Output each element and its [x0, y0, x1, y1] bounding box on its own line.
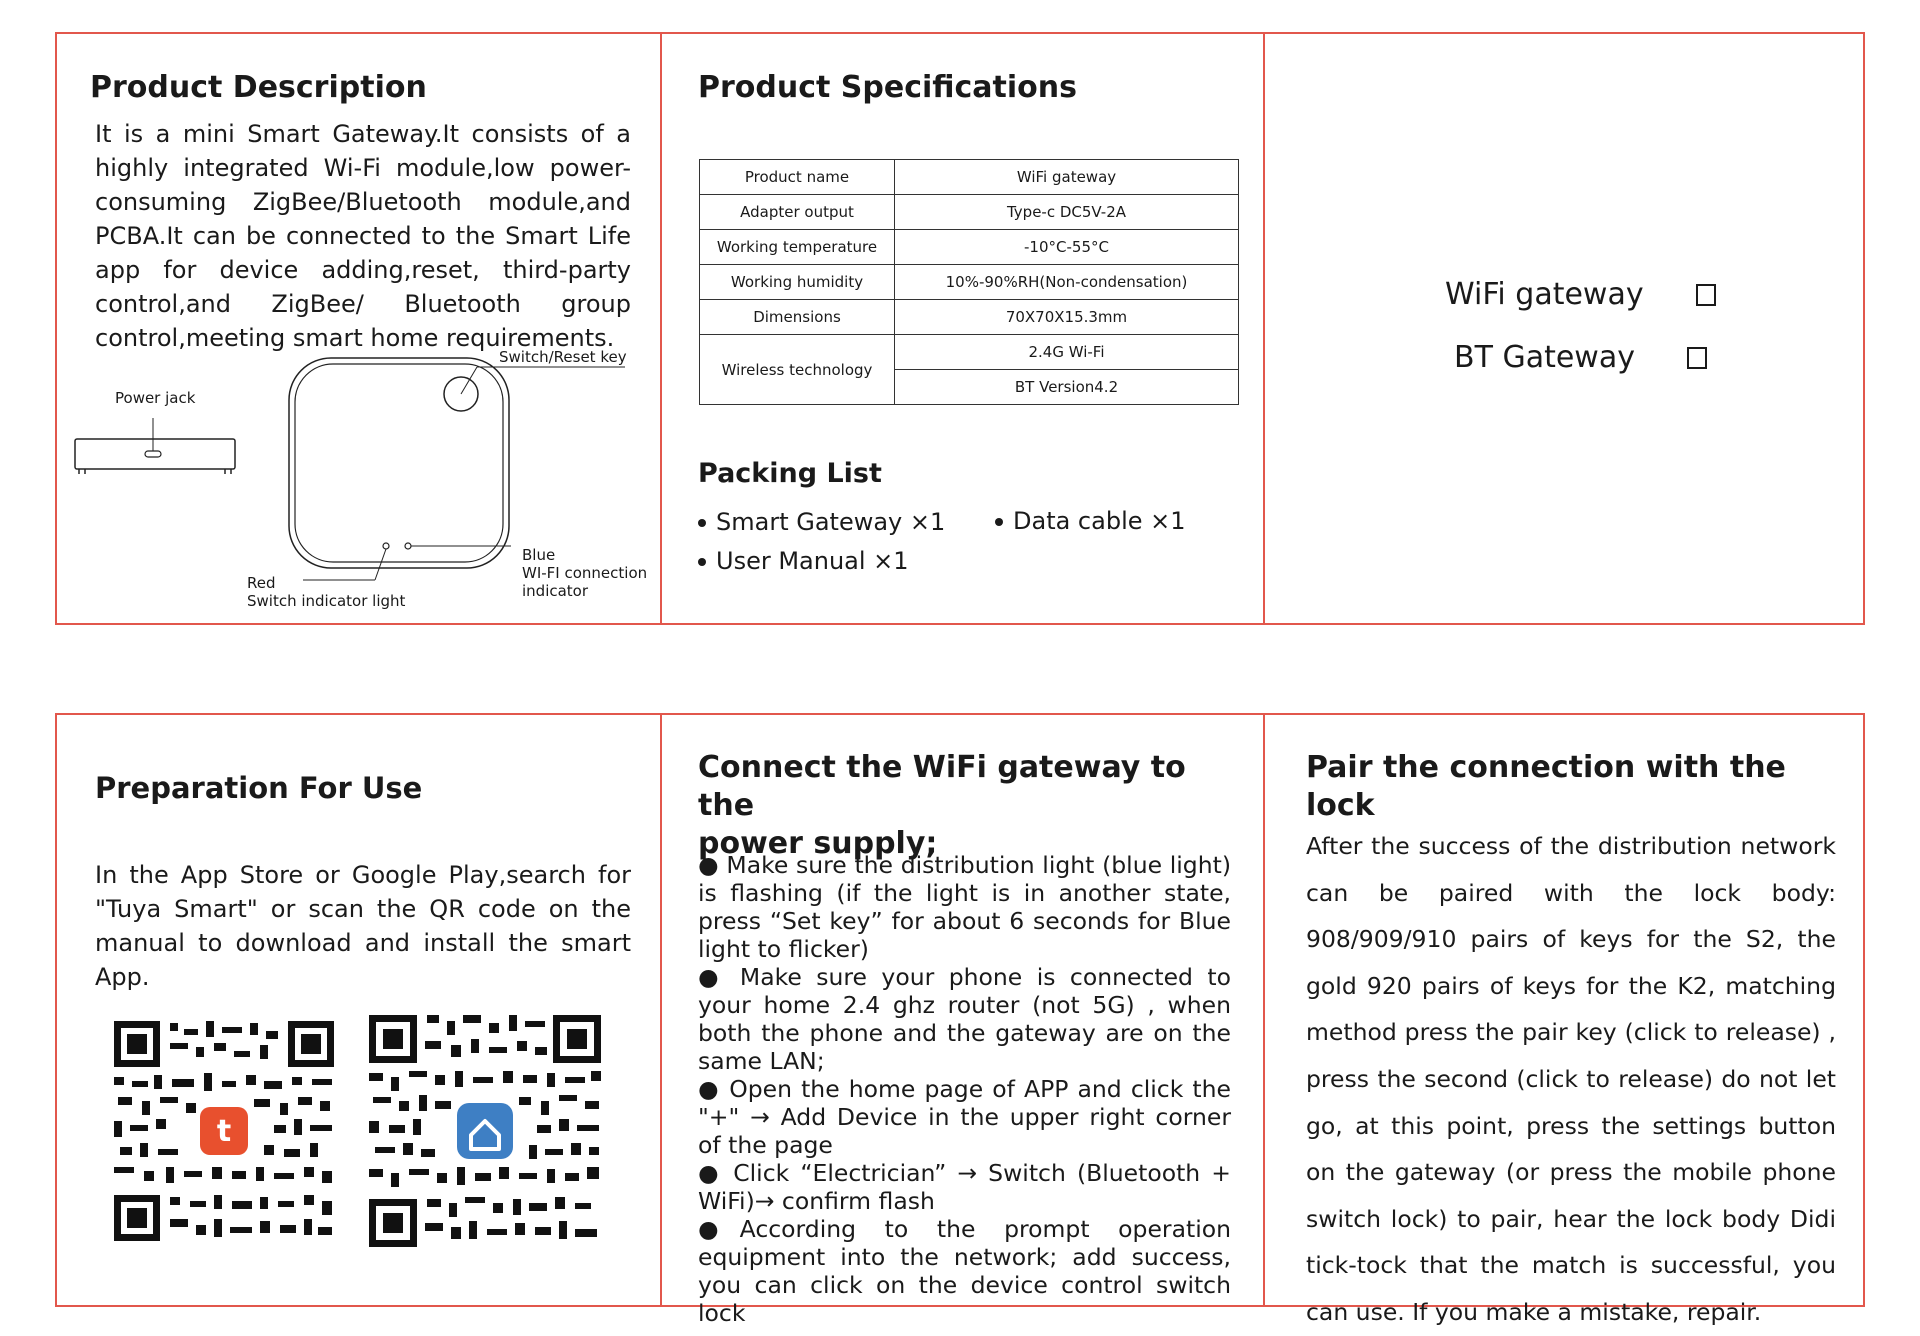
wifi-gateway-label: WiFi gateway — [1445, 277, 1644, 312]
table-row — [700, 160, 1239, 195]
spec-value: BT Version4.2 — [895, 370, 1239, 405]
pair-title: Pair the connection with the lock — [1306, 750, 1786, 823]
spec-key: Product name — [700, 160, 895, 195]
list-item: ● Make sure the distribution light (blue light) is flashing (if the light is in another state, press “Set key” for about 6 seconds for Blue light to flicker) — [698, 851, 1231, 963]
smart-life-qr-code[interactable] — [369, 1015, 601, 1247]
blue-label: Blue — [522, 546, 556, 564]
gateway-type-panel — [1263, 34, 1863, 623]
spec-key: Working humidity — [700, 265, 895, 300]
connect-title-line2: power supply; — [698, 826, 938, 861]
bullet — [698, 558, 706, 566]
packing-item-text: User Manual ×1 — [716, 547, 909, 575]
power-jack-label: Power jack — [115, 389, 196, 407]
bullet — [698, 519, 706, 527]
list-item: ●According to the prompt operation equipment into the network; add success, you can click on the device control switch lock — [698, 1215, 1231, 1327]
bt-gateway-option[interactable] — [1454, 340, 1707, 375]
connect-title-line1: Connect the WiFi gateway to the — [698, 750, 1186, 823]
connect-panel — [660, 715, 1263, 1327]
spec-key: Adapter output — [700, 195, 895, 230]
bullet — [995, 518, 1003, 526]
product-description-title: Product Description — [90, 70, 427, 105]
bottom-section — [55, 713, 1865, 1327]
packing-item — [698, 547, 909, 575]
tuya-qr-code[interactable] — [114, 1021, 334, 1241]
spec-value: -10°C-55°C — [895, 230, 1239, 265]
list-item: ● Make sure your phone is connected to your home 2.4 ghz router (not 5G) , when both the phone and the gateway are on the same LAN; — [698, 963, 1231, 1075]
indicator-label: indicator — [522, 582, 589, 600]
table-row — [700, 265, 1239, 300]
bt-gateway-label: BT Gateway — [1454, 340, 1635, 375]
list-item: ● Click “Electrician” → Switch (Bluetooth + WiFi)→ confirm flash — [698, 1159, 1231, 1215]
wifi-connection-label: WI-FI connection — [522, 564, 648, 582]
preparation-title: Preparation For Use — [95, 771, 423, 805]
spec-value: 70X70X15.3mm — [895, 300, 1239, 335]
product-specifications-title: Product Specifications — [698, 70, 1077, 105]
table-row — [700, 335, 1239, 370]
pair-text: After the success of the distribution network can be paired with the lock body: 908/909/910 pairs of keys for the S2, the gold 920 pairs of keys for the K2, matching method press the pair key (click to release) , press the second (click to release) do not let go, at this point, press the settings button on the gateway (or press the mobile phone switch lock) to pair, hear the lock body Didi tick-tock that the match is successful, you can use. If you make a mistake, repair. — [1306, 832, 1836, 1326]
spec-value: 2.4G Wi-Fi — [895, 335, 1239, 370]
product-description-text: It is a mini Smart Gateway.It consists of a highly integrated Wi-Fi module,low power-consuming ZigBee/Bluetooth module,and PCBA.It can be connected to the Smart Life app for device adding,reset, third-party control,and ZigBee/ Bluetooth group control,meeting smart home requirements. — [95, 120, 631, 352]
table-row — [700, 195, 1239, 230]
spec-value: WiFi gateway — [895, 160, 1239, 195]
connect-title — [698, 749, 1238, 863]
spec-value: 10%-90%RH(Non-condensation) — [895, 265, 1239, 300]
top-section — [55, 32, 1865, 625]
packing-item — [698, 508, 945, 536]
red-label: Red — [247, 574, 276, 592]
pair-panel — [1263, 715, 1863, 1326]
wifi-gateway-checkbox[interactable] — [1696, 284, 1716, 306]
switch-indicator-light-label: Switch indicator light — [247, 592, 406, 610]
table-row — [700, 300, 1239, 335]
packing-item — [995, 507, 1186, 535]
spec-value: Type-c DC5V-2A — [895, 195, 1239, 230]
tuya-app-icon — [200, 1107, 248, 1155]
connect-steps — [698, 851, 1231, 1327]
device-top-view — [289, 358, 625, 580]
spec-key: Working temperature — [700, 230, 895, 265]
switch-reset-key-label: Switch/Reset key — [499, 348, 627, 366]
packing-item-text: Smart Gateway ×1 — [716, 508, 946, 536]
table-row — [700, 230, 1239, 265]
wifi-gateway-option[interactable] — [1445, 277, 1716, 312]
device-side-view — [75, 418, 235, 474]
svg-text:t: t — [216, 1114, 232, 1149]
list-item: ● Open the home page of APP and click the "+" → Add Device in the upper right corner of the page — [698, 1075, 1231, 1159]
packing-list-title: Packing List — [698, 458, 882, 489]
preparation-text: In the App Store or Google Play,search for "Tuya Smart" or scan the QR code on the manual to download and install the smart App. — [95, 861, 631, 991]
spec-key: Dimensions — [700, 300, 895, 335]
product-description-panel — [57, 34, 660, 623]
specifications-table — [699, 159, 1239, 405]
packing-item-text: Data cable ×1 — [1013, 507, 1186, 535]
bt-gateway-checkbox[interactable] — [1687, 347, 1707, 369]
smart-life-app-icon — [457, 1103, 513, 1159]
product-specifications-panel — [660, 34, 1263, 623]
spec-key: Wireless technology — [700, 335, 895, 405]
preparation-panel — [57, 715, 660, 1305]
